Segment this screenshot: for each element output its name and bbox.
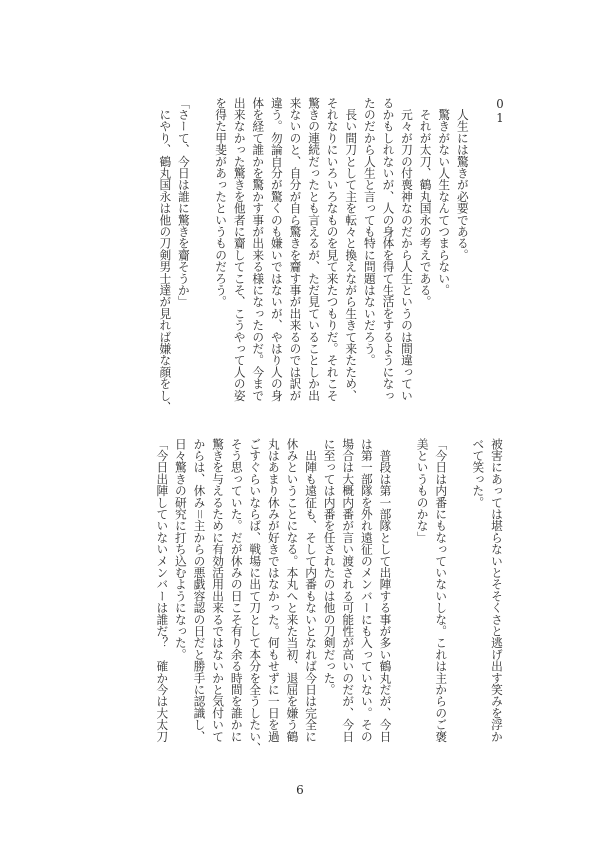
text-column: 丸はあまり休みが好きではなかった。何もせずに一日を過: [266, 438, 281, 743]
text-column: 長い間刀として主を転々と換えながら生きて来たため、: [344, 97, 359, 402]
text-column: 違う。勿論自分が驚くのも嫌いではないが、やはり人の身: [269, 97, 284, 402]
text-column: それが太刀、鶴丸国永の考えである。: [418, 97, 433, 308]
text-column: 「さーて、今日は誰に驚きを齎そうか」: [176, 97, 191, 308]
text-column: 元々が刀の付喪神なのだから人生というのは間違ってい: [400, 97, 415, 402]
upper-text-block: [156, 97, 509, 413]
text-column: 驚きがない人生なんてつまらない。: [437, 97, 452, 296]
text-column: 場合は大概内番が言い渡される可能性が高いのだが、今日: [341, 438, 356, 743]
text-column: べて笑った。: [471, 438, 486, 509]
blank-line: [193, 97, 212, 403]
text-column: 出来なかった驚きを他者に齎してこそ、こうやって人の姿: [232, 97, 247, 402]
page-number: 6: [296, 783, 304, 797]
blank-line: [394, 438, 413, 744]
text-column: そう思っていた。だが休みの日こそ有り余る時間を誰かに: [229, 438, 244, 743]
text-column: 「今日は内番にもなっていないしな。これは主からのご褒: [434, 438, 449, 743]
text-column: たのだから人生と言っても特に問題はないだろう。: [362, 97, 377, 367]
text-column: に至っては内番を任されたのは他の刀剣だった。: [322, 438, 337, 696]
text-column: は第一部隊を外れ遠征のメンバーにも入っていない。その: [359, 438, 374, 743]
text-column: 休みということになる。本丸へと来た当初、退屈を嫌う鶴: [285, 438, 300, 743]
text-column: るかもしれないが、人の身体を得て生活をするようになっ: [381, 97, 396, 402]
text-column: にやり、鶴丸国永は他の刀剣男士達が見れば嫌な顔をし、: [158, 97, 173, 413]
text-column: それなりにいろいろなものを見て来たつもりだ。それこそ: [325, 97, 340, 402]
text-column: ごすぐらいならば、戦場に出て刀として本分を全うしたい、: [248, 438, 263, 754]
text-column: 出陣も遠征も、そして内番もないとなれば今日は完全に: [304, 438, 319, 743]
blank-line: [472, 97, 491, 403]
text-column: 普段は第一部隊として出陣する事が多い鶴丸だが、今日: [378, 438, 393, 743]
text-column: を得た甲斐があったというものだろう。: [214, 97, 229, 308]
text-column: 来ないのと、自分が自ら驚きを齎す事が出来るのでは訳が: [288, 97, 303, 402]
text-column: 日々驚きの研究に打ち込むようになった。: [173, 438, 188, 661]
lower-text-block: [153, 438, 506, 754]
text-column: 被害にあっては堪らないとそそくさと逃げ出す笑みを浮か: [490, 438, 504, 743]
text-column: 「今日出陣していないメンバーは誰だ？ 確か今は大太刀: [155, 438, 170, 743]
text-column: 体を経て誰かを驚かす事が出来る様になったのだ。今まで: [251, 97, 266, 402]
text-column: 美というものかな」: [415, 438, 430, 544]
chapter-heading: 01: [493, 97, 507, 125]
text-column: からは、休み＝主からの悪戯容認の日だと勝手に認識し、: [192, 438, 207, 743]
text-column: 人生には驚きが必要である。: [455, 97, 470, 261]
text-column: 驚きを与えるために有効活用出来るではないかと気付いて: [211, 438, 226, 743]
blank-line: [450, 438, 469, 744]
text-column: 驚きの連続だったとも言えるが、ただ見ていることしか出: [307, 97, 322, 402]
